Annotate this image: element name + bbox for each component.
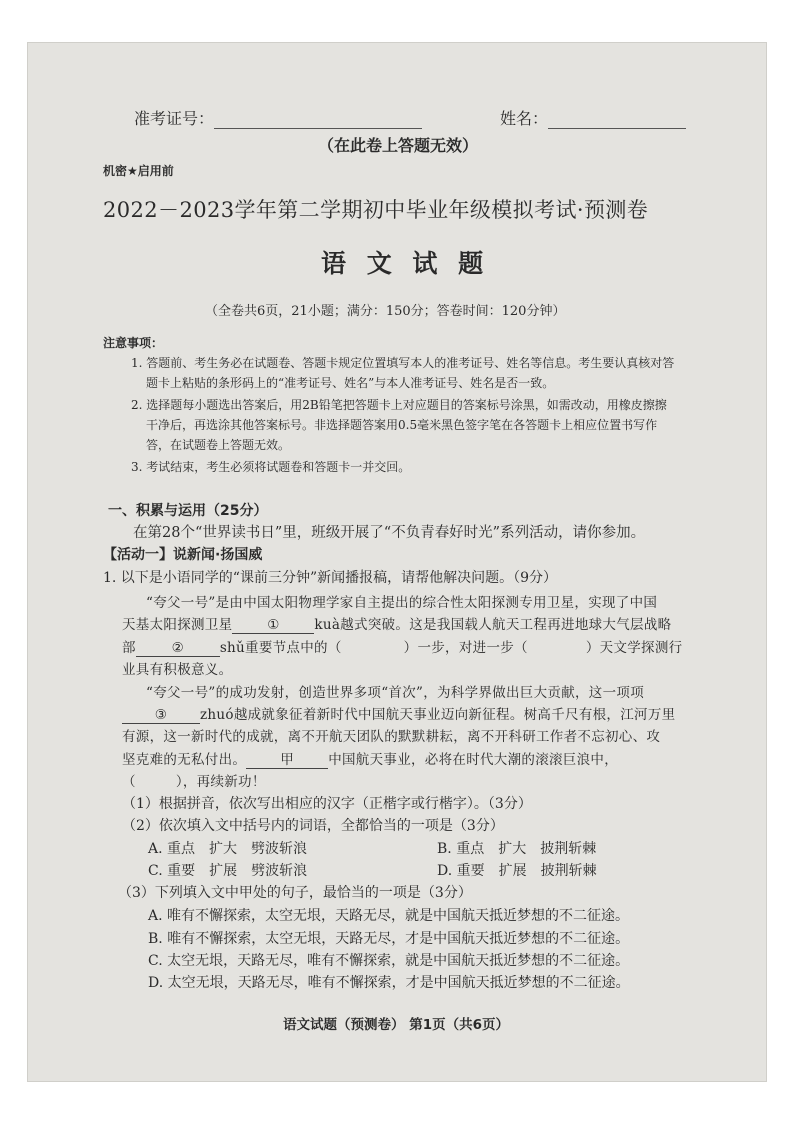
option-a[interactable]: A. 唯有不懈探索，太空无垠，天路无尽，就是中国航天抵近梦想的不二征途。: [148, 908, 630, 924]
passage-line: ③ zhuó越成就象征着新时代中国航天事业迈向新征程。树高千尺有根，江河万里: [122, 703, 675, 724]
passage-line: （ ），再续新功！: [122, 774, 266, 790]
note-line: 3. 考试结束，考生必须将试题卷和答题卡一并交回。: [131, 460, 411, 474]
section-intro: 在第28个“世界读书日”里，班级开展了“不负青春好时光”系列活动，请你参加。: [133, 525, 646, 541]
question-1: 1. 以下是小语同学的“课前三分钟”新闻播报稿，请帮他解决问题。（9分）: [103, 570, 558, 586]
page-footer: 语文试题（预测卷） 第1页（共6页）: [283, 1017, 509, 1033]
note-line: 1. 答题前、考生务必在试题卷、答题卡规定位置填写本人的准考证号、姓名等信息。考生要认真核对答: [131, 356, 675, 370]
note-line: 2. 选择题每小题选出答案后，用2B铅笔把答题卡上对应题目的答案标号涂黑，如需改动，用橡皮擦擦: [131, 398, 667, 412]
section-title: 一、积累与运用（25分）: [108, 503, 268, 519]
name-label: 姓名：: [500, 109, 549, 128]
secret-label: 机密★启用前: [103, 164, 174, 178]
passage-line: 天基太阳探测卫星 ① kuà越式突破。这是我国载人航天工程再进地球大气层战略: [122, 617, 672, 633]
option-c[interactable]: C. 重要 扩展 劈波斩浪: [148, 863, 308, 879]
passage-line: 有源，这一新时代的成就，离不开航天团队的默默耕耘，离不开科研工作者不忘初心、攻: [122, 729, 661, 745]
blank-3[interactable]: ③: [122, 707, 200, 724]
sub-question-3: （3）下列填入文中甲处的句子，最恰当的一项是（3分）: [118, 885, 472, 901]
option-d[interactable]: D. 重要 扩展 披荆斩棘: [437, 863, 597, 879]
exam-id-label: 准考证号：: [134, 109, 215, 128]
option-a[interactable]: A. 重点 扩大 劈波斩浪: [148, 841, 308, 857]
activity-title: 【活动一】说新闻·扬国威: [103, 547, 263, 563]
option-b[interactable]: B. 唯有不懈探索，太空无垠，天路无尽，才是中国航天抵近梦想的不二征途。: [148, 931, 630, 947]
passage-line: 业具有积极意义。: [122, 662, 233, 678]
passage-line: 部 ② shǔ重要节点中的（ ）一步，对进一步（ ）天文学探测行: [122, 640, 683, 656]
option-b[interactable]: B. 重点 扩大 披荆斩棘: [437, 841, 597, 857]
blank-2[interactable]: ②: [136, 640, 220, 657]
subject-title: 语 文 试 题: [321, 249, 490, 278]
exam-title: 2022－2023学年第二学期初中毕业年级模拟考试·预测卷: [103, 198, 649, 222]
name-line: [548, 109, 686, 129]
sub-question-1: （1）根据拼音，依次写出相应的汉字（正楷字或行楷字）。（3分）: [122, 796, 532, 812]
exam-info: （全卷共6页，21小题；满分：150分；答卷时间：120分钟）: [205, 304, 566, 319]
name-field: [500, 106, 686, 129]
passage-line: “夸父一号”的成功发射，创造世界多项“首次”，为科学界做出巨大贡献，这一项项: [146, 685, 645, 701]
exam-id-line: [214, 109, 422, 129]
passage-line: “夸父一号”是由中国太阳物理学家自主提出的综合性太阳探测专用卫星，实现了中国: [146, 595, 658, 611]
blank-jia[interactable]: 甲: [246, 748, 328, 769]
note-line: 答，在试题卷上答题无效。: [146, 438, 291, 452]
note-line: 题卡上粘贴的条形码上的“准考证号、姓名”与本人准考证号、姓名是否一致。: [146, 376, 555, 390]
option-c[interactable]: C. 太空无垠，天路无尽，唯有不懈探索，就是中国航天抵近梦想的不二征途。: [148, 953, 630, 969]
passage-line: 坚克难的无私付出。 甲 中国航天事业，必将在时代大潮的滚滚巨浪中，: [122, 748, 618, 769]
option-d[interactable]: D. 太空无垠，天路无尽，唯有不懈探索，才是中国航天抵近梦想的不二征途。: [148, 975, 630, 991]
note-line: 干净后，再选涂其他答案标号。非选择题答案用0.5毫米黑色签字笔在各答题卡上相应位置书写作: [146, 418, 658, 432]
blank-1[interactable]: ①: [232, 617, 314, 634]
exam-id-field: [134, 106, 422, 129]
sub-question-2: （2）依次填入文中括号内的词语，全都恰当的一项是（3分）: [122, 818, 504, 834]
notes-heading: 注意事项：: [103, 336, 164, 350]
invalid-notice: （在此卷上答题无效）: [318, 136, 479, 155]
